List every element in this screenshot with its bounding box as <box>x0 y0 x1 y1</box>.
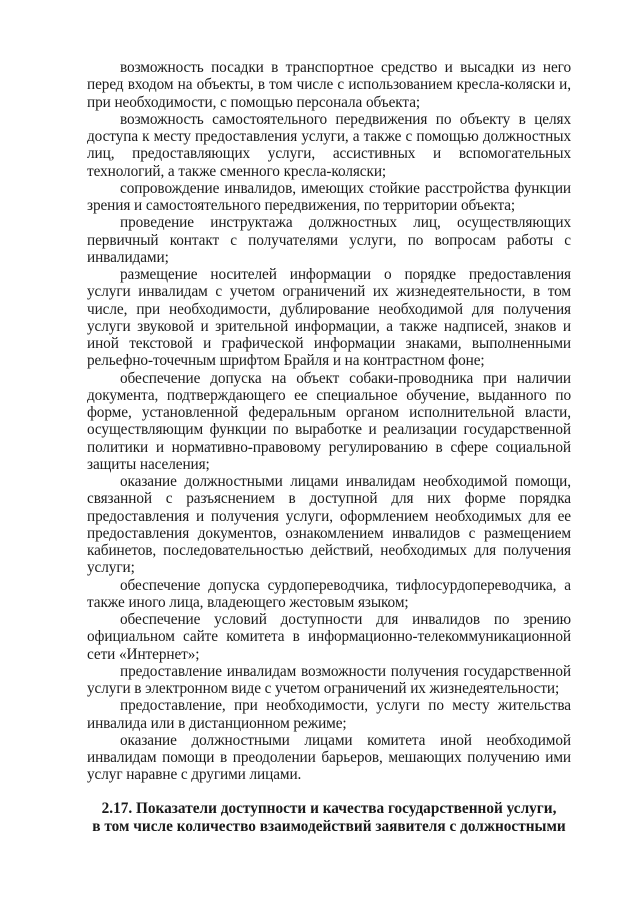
paragraph-briefing: проведение инструктажа должностных лиц, осуществляющих первичный контакт с получателями услуги, по вопросам работы с инвалидами; <box>87 214 571 266</box>
paragraph-sign-language: обеспечение допуска сурдопереводчика, тифлосурдопереводчика, а также иного лица, владеющего жестовым языком; <box>87 576 571 611</box>
section-heading-line-1: 2.17. Показатели доступности и качества государственной услуги, <box>101 800 557 817</box>
paragraph-website-accessibility: обеспечение условий доступности для инвалидов по зрению официальном сайте комитета в информационно-телекоммуникационной сети «Интернет»; <box>87 611 571 663</box>
paragraph-information: размещение носителей информации о порядке предоставления услуги инвалидам с учетом ограничений их жизнедеятельности, в том числе, при необходимости, дублирование необходимой для получения услуги звуковой и зрительной информации, а также надписей, знаков и иной текстовой и графической информации знаками, выполненными рельефно-точечным шрифтом Брайля и на контрастном фоне; <box>87 266 571 370</box>
section-heading <box>87 800 571 836</box>
paragraph-electronic-service: предоставление инвалидам возможности получения государственной услуги в электронном виде с учетом ограничений их жизнедеятельности; <box>87 662 571 697</box>
paragraph-boarding: возможность посадки в транспортное средство и высадки из него перед входом на объекты, в том числе с использованием кресла-коляски и, при необходимости, с помощью персонала объекта; <box>87 59 571 111</box>
document-body <box>87 59 571 784</box>
paragraph-guide-dog: обеспечение допуска на объект собаки-проводника при наличии документа, подтверждающего ее специальное обучение, выданного по форме, установленной федеральным органом исполнительной власти, осуществляющим функции по выработке и реализации государственной политики и нормативно-правовому регулированию в сфере социальной защиты населения; <box>87 369 571 473</box>
paragraph-movement: возможность самостоятельного передвижения по объекту в целях доступа к месту предоставления услуги, а также с помощью должностных лиц, предоставляющих услуги, ассистивных и вспомогательных технологий, а также сменного кресла-коляски; <box>87 110 571 180</box>
section-heading-line-2: в том числе количество взаимодействий заявителя с должностными <box>92 818 566 835</box>
paragraph-remote-service: предоставление, при необходимости, услуги по месту жительства инвалида или в дистанционном режиме; <box>87 697 571 732</box>
paragraph-barrier-help: оказание должностными лицами комитета иной необходимой инвалидам помощи в преодолении барьеров, мешающих получению ими услуг наравне с другими лицами. <box>87 731 571 784</box>
paragraph-escort: сопровождение инвалидов, имеющих стойкие расстройства функции зрения и самостоятельного передвижения, по территории объекта; <box>87 179 571 214</box>
paragraph-assistance: оказание должностными лицами инвалидам необходимой помощи, связанной с разъяснением в доступной для них форме порядка предоставления и получения услуги, оформлением необходимых для ее предоставления документов, ознакомлением инвалидов с размещением кабинетов, последовательностью действий, необходимых для получения услуги; <box>87 473 571 577</box>
